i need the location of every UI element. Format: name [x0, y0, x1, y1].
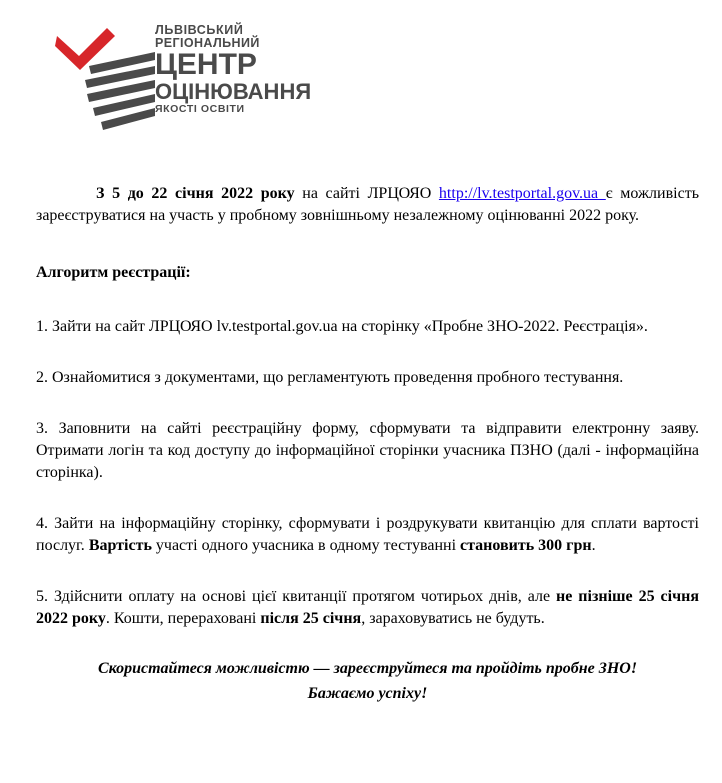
intro-text-1: на сайті ЛРЦОЯО: [294, 185, 439, 202]
closing-line-1: Скористайтеся можливістю — зареєструйтеся та пройдіть пробне ЗНО!: [97, 660, 638, 677]
document-body: [36, 183, 699, 706]
logo-line-2: РЕГІОНАЛЬНИЙ: [155, 36, 260, 50]
lrcoyao-logo: [55, 22, 312, 137]
step-4-cost-label: Вартість: [88, 537, 152, 554]
logo-line-5: ЯКОСТІ ОСВІТИ: [155, 103, 245, 115]
closing-message: [36, 656, 699, 706]
step-4-price: становить 300 грн: [460, 537, 592, 554]
testportal-link[interactable]: http://lv.testportal.gov.ua: [438, 185, 606, 202]
logo-line-4: ОЦІНЮВАННЯ: [155, 79, 312, 104]
logo-line-1: ЛЬВІВСЬКИЙ: [155, 23, 244, 37]
step-5-after-date: після 25 січня: [260, 610, 362, 627]
step-2: 2. Ознайомитися з документами, що регламентують проведення пробного тестування.: [36, 369, 624, 386]
registration-dates: З 5 до 22 січня 2022 року: [96, 185, 295, 202]
step-4-text-c: участі одного учасника в одному тестуванні: [151, 537, 461, 554]
step-4: [36, 513, 699, 557]
step-4-text-a: 4. Зайти на інформаційну сторінку, сформувати і роздрукувати квитанцію для сплати вартості послуг.: [36, 515, 699, 554]
step-4-text-e: .: [591, 537, 596, 554]
intro-paragraph: [36, 183, 699, 227]
algorithm-heading: Алгоритм реєстрації:: [36, 264, 191, 281]
step-5: [36, 586, 699, 630]
step-5-text-c: . Кошти, перераховані: [105, 610, 261, 627]
step-5-text-e: , зараховуватись не будуть.: [361, 610, 545, 627]
step-5-text-a: 5. Здійснити оплату на основі цієї квитанції протягом чотирьох днів, але: [36, 588, 557, 605]
closing-line-2: Бажаємо успіху!: [307, 685, 428, 702]
logo-line-3: ЦЕНТР: [155, 48, 257, 81]
logo-mark-icon: [55, 22, 165, 137]
step-5-deadline: не пізніше 25 січня 2022 року: [36, 588, 699, 627]
step-1: 1. Зайти на сайт ЛРЦОЯО lv.testportal.gov.ua на сторінку «Пробне ЗНО-2022. Реєстрація».: [36, 318, 648, 335]
intro-text-2: є можливість зареєструватися на участь у пробному зовнішньому незалежному оцінюванні 2022 року.: [36, 185, 699, 224]
step-3: 3. Заповнити на сайті реєстраційну форму, сформувати та відправити електронну заяву. Отримати логін та код доступу до інформаційної сторінки учасника ПЗНО (далі - інформаційна сторінка).: [36, 420, 699, 481]
